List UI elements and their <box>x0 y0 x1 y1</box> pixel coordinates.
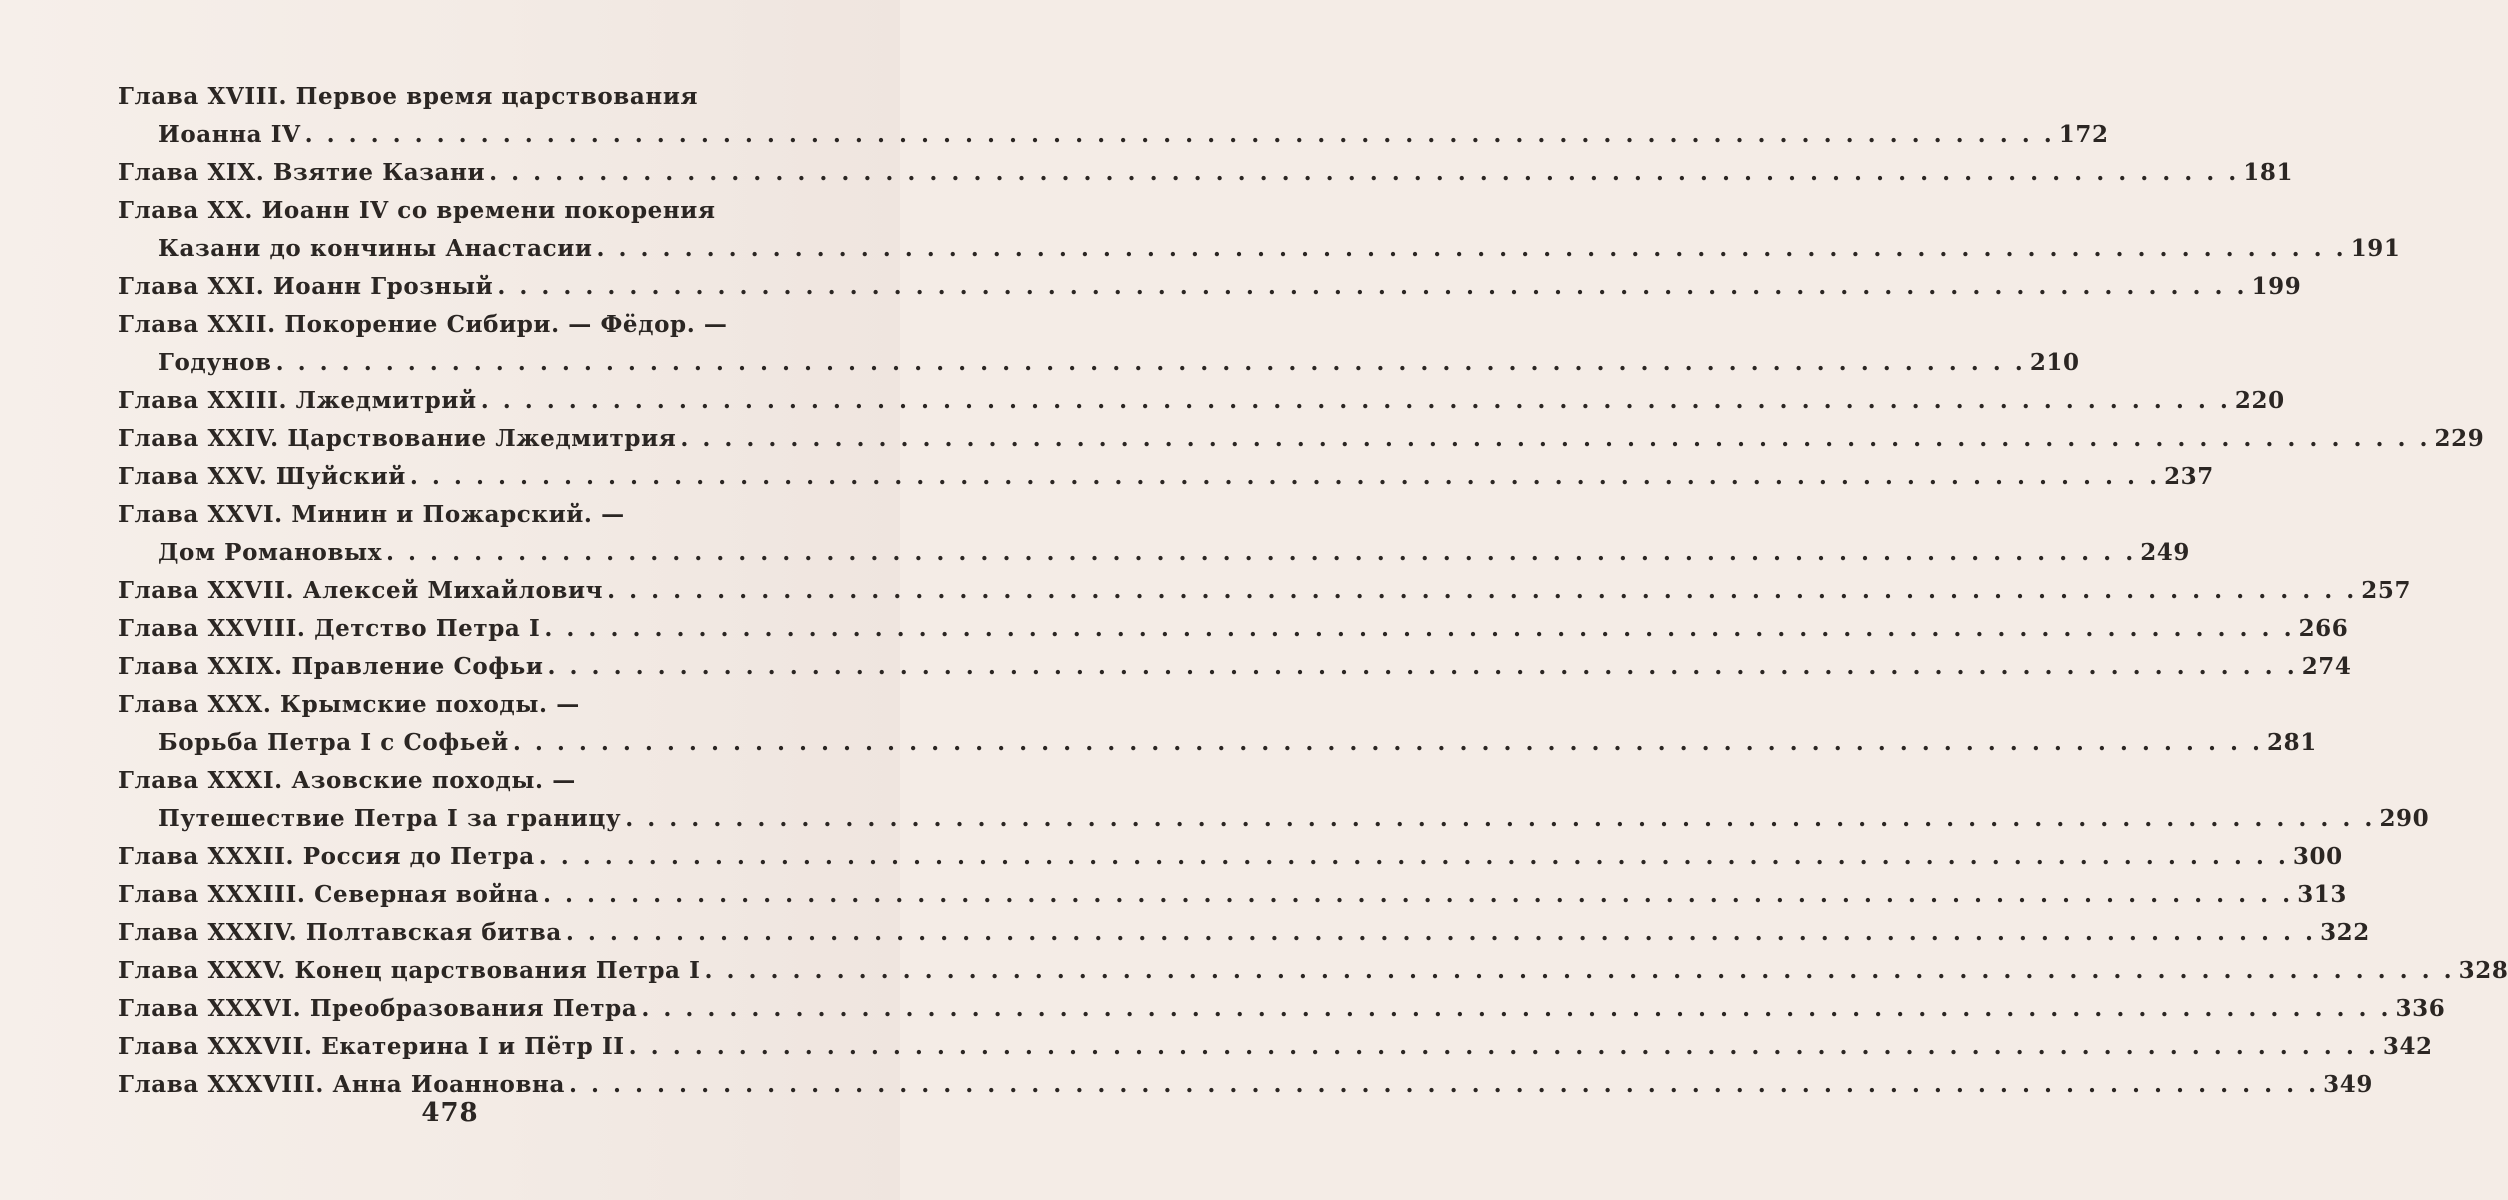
toc-entry-page: 229 <box>2434 425 2485 452</box>
toc-entry-page: 300 <box>2292 843 2343 870</box>
toc-entry-page: 210 <box>2029 349 2080 376</box>
toc-entry-page: 172 <box>2058 121 2109 148</box>
dot-leader <box>410 458 2160 496</box>
toc-entry-title: Глава XXVIII. Детство Петра I <box>118 615 541 642</box>
toc-entry-title: Глава XXIV. Царствование Лжедмитрия <box>118 425 677 452</box>
toc-entry-page: 237 <box>2164 463 2214 490</box>
toc-entry-title-continuation: Борьба Петра I с Софьей <box>158 729 509 756</box>
dot-leader <box>548 648 2298 686</box>
toc-entry-page: 199 <box>2251 273 2302 300</box>
toc-entry <box>118 458 2214 496</box>
toc-entry-title-continuation: Путешествие Петра I за границу <box>158 805 622 832</box>
toc-entry-page: 290 <box>2379 805 2430 832</box>
toc-entry-title: Глава XX. Иоанн IV со времени покорения <box>118 197 716 224</box>
toc-entry <box>118 496 2191 572</box>
toc-entry-title: Глава XXVI. Минин и Пожарский. — <box>118 501 625 528</box>
toc-entry-title-continuation: Иоанна IV <box>158 121 301 148</box>
toc-entry <box>118 648 2352 686</box>
dot-leader <box>305 116 2055 154</box>
toc-entry-page: 281 <box>2266 729 2317 756</box>
toc-entry-page: 249 <box>2140 539 2191 566</box>
toc-entry <box>118 610 2349 648</box>
toc-entry-title: Глава XXV. Шуйский <box>118 463 406 490</box>
dot-leader <box>641 990 2391 1028</box>
toc-entry <box>118 572 2412 610</box>
toc-entry-title: Глава XIX. Взятие Казани <box>118 159 486 186</box>
toc-entry <box>118 420 2485 458</box>
toc-entry-title-continuation: Казани до кончины Анастасии <box>158 235 593 262</box>
toc-entry-title: Глава XXXIV. Полтавская битва <box>118 919 562 946</box>
toc-entry-title: Глава XXXV. Конец царствования Петра I <box>118 957 701 984</box>
toc-entry-page: 257 <box>2361 577 2412 604</box>
table-of-contents <box>118 78 2508 1104</box>
toc-entry-page: 349 <box>2323 1071 2373 1098</box>
dot-leader <box>543 876 2293 914</box>
toc-entry-page: 322 <box>2320 919 2370 946</box>
dot-leader <box>386 534 2136 572</box>
toc-entry <box>118 268 2302 306</box>
toc-entry <box>118 952 2508 990</box>
toc-entry-title: Глава XXIX. Правление Софьи <box>118 653 544 680</box>
toc-entry-page: 220 <box>2234 387 2285 414</box>
toc-entry <box>118 382 2285 420</box>
toc-entry-page: 266 <box>2298 615 2349 642</box>
toc-entry <box>118 686 2317 762</box>
toc-entry-page: 342 <box>2382 1033 2433 1060</box>
dot-leader <box>513 724 2263 762</box>
dot-leader <box>481 382 2231 420</box>
toc-entry-title: Глава XXIII. Лжедмитрий <box>118 387 477 414</box>
toc-entry <box>118 306 2080 382</box>
toc-entry-title: Глава XXXI. Азовские походы. — <box>118 767 576 794</box>
toc-entry <box>118 154 2294 192</box>
page-number: 478 <box>421 1098 479 1128</box>
dot-leader <box>597 230 2347 268</box>
dot-leader <box>539 838 2289 876</box>
dot-leader <box>489 154 2239 192</box>
toc-entry-title: Глава XVIII. Первое время царствования <box>118 83 699 110</box>
toc-entry <box>118 876 2347 914</box>
toc-entry-title: Глава XXI. Иоанн Грозный <box>118 273 494 300</box>
dot-leader <box>607 572 2357 610</box>
toc-entry-page: 336 <box>2395 995 2446 1022</box>
dot-leader <box>704 952 2454 990</box>
dot-leader <box>625 800 2375 838</box>
toc-entry-title: Глава XXII. Покорение Сибири. — Фёдор. — <box>118 311 728 338</box>
toc-entry <box>118 192 2401 268</box>
toc-entry-title: Глава XXXII. Россия до Петра <box>118 843 535 870</box>
toc-entry-title-continuation: Дом Романовых <box>158 539 383 566</box>
toc-entry-page: 181 <box>2243 159 2294 186</box>
dot-leader <box>497 268 2247 306</box>
toc-entry-page: 191 <box>2350 235 2401 262</box>
toc-entry-title: Глава XXXVIII. Анна Иоанновна <box>118 1071 565 1098</box>
toc-entry-title: Глава XXVII. Алексей Михайлович <box>118 577 604 604</box>
dot-leader <box>544 610 2294 648</box>
toc-entry <box>118 838 2343 876</box>
toc-entry <box>118 762 2430 838</box>
toc-entry <box>118 1028 2433 1066</box>
toc-entry <box>118 78 2109 154</box>
toc-entry-title-continuation: Годунов <box>158 349 272 376</box>
toc-entry-title: Глава XXXIII. Северная война <box>118 881 540 908</box>
toc-entry-title: Глава XXX. Крымские походы. — <box>118 691 580 718</box>
dot-leader <box>629 1028 2379 1066</box>
dot-leader <box>276 344 2026 382</box>
toc-entry-page: 274 <box>2301 653 2352 680</box>
toc-entry-title: Глава XXXVI. Преобразования Петра <box>118 995 638 1022</box>
dot-leader <box>566 914 2316 952</box>
toc-entry-page: 328 <box>2458 957 2508 984</box>
toc-entry-page: 313 <box>2297 881 2347 908</box>
toc-entry <box>118 990 2446 1028</box>
dot-leader <box>680 420 2430 458</box>
toc-entry-title: Глава XXXVII. Екатерина I и Пётр II <box>118 1033 625 1060</box>
toc-entry <box>118 914 2370 952</box>
